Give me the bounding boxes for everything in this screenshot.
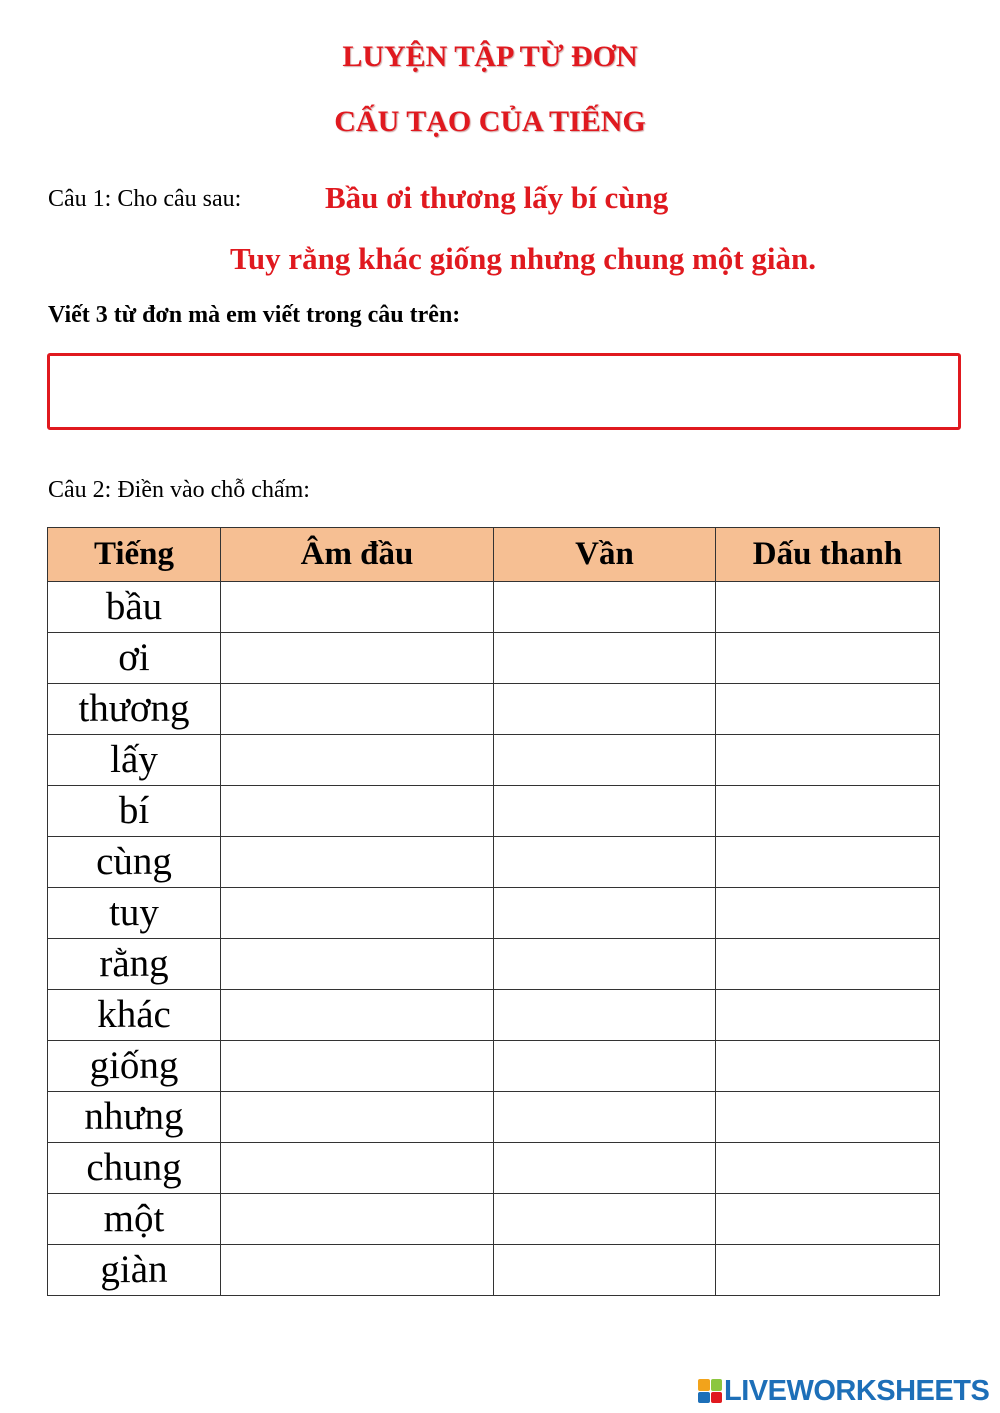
tone-mark-input[interactable] bbox=[716, 1245, 940, 1296]
syllable-cell: chung bbox=[48, 1143, 221, 1194]
initial-sound-input[interactable] bbox=[221, 786, 494, 837]
tone-mark-input[interactable] bbox=[716, 1041, 940, 1092]
rhyme-input[interactable] bbox=[494, 786, 716, 837]
tone-mark-input[interactable] bbox=[716, 582, 940, 633]
initial-sound-input[interactable] bbox=[221, 735, 494, 786]
verse-line-1: Bầu ơi thương lấy bí cùng bbox=[325, 180, 669, 215]
question-2-label: Câu 2: Điền vào chỗ chấm: bbox=[48, 477, 310, 503]
verse-line-2: Tuy rằng khác giống nhưng chung một giàn. bbox=[230, 241, 816, 276]
initial-sound-input[interactable] bbox=[221, 582, 494, 633]
table-row bbox=[48, 939, 940, 990]
tone-mark-input[interactable] bbox=[716, 735, 940, 786]
question-1-instruction: Viết 3 từ đơn mà em viết trong câu trên: bbox=[48, 302, 461, 328]
table-row bbox=[48, 1143, 940, 1194]
rhyme-input[interactable] bbox=[494, 633, 716, 684]
rhyme-input[interactable] bbox=[494, 1194, 716, 1245]
syllable-cell: bí bbox=[48, 786, 221, 837]
table-row bbox=[48, 888, 940, 939]
table-row bbox=[48, 837, 940, 888]
table-row bbox=[48, 1092, 940, 1143]
syllable-cell: ơi bbox=[48, 633, 221, 684]
syllable-cell: giống bbox=[48, 1041, 221, 1092]
syllable-cell: thương bbox=[48, 684, 221, 735]
logo-text: LIVEWORKSHEETS bbox=[724, 1374, 990, 1407]
tone-mark-input[interactable] bbox=[716, 837, 940, 888]
question-1-label: Câu 1: Cho câu sau: bbox=[48, 186, 242, 212]
rhyme-input[interactable] bbox=[494, 888, 716, 939]
syllable-table bbox=[47, 527, 940, 1296]
rhyme-input[interactable] bbox=[494, 1143, 716, 1194]
initial-sound-input[interactable] bbox=[221, 1194, 494, 1245]
syllable-cell: tuy bbox=[48, 888, 221, 939]
tone-mark-input[interactable] bbox=[716, 888, 940, 939]
initial-sound-input[interactable] bbox=[221, 684, 494, 735]
table-row bbox=[48, 582, 940, 633]
initial-sound-input[interactable] bbox=[221, 1041, 494, 1092]
initial-sound-input[interactable] bbox=[221, 939, 494, 990]
worksheet-title: LUYỆN TẬP TỪ ĐƠN bbox=[342, 40, 638, 73]
syllable-cell: lấy bbox=[48, 735, 221, 786]
rhyme-input[interactable] bbox=[494, 1092, 716, 1143]
syllable-cell: cùng bbox=[48, 837, 221, 888]
tone-mark-input[interactable] bbox=[716, 1143, 940, 1194]
table-row bbox=[48, 684, 940, 735]
header-dau-thanh: Dấu thanh bbox=[716, 528, 940, 582]
tone-mark-input[interactable] bbox=[716, 1092, 940, 1143]
tone-mark-input[interactable] bbox=[716, 684, 940, 735]
table-row bbox=[48, 990, 940, 1041]
initial-sound-input[interactable] bbox=[221, 1143, 494, 1194]
table-row bbox=[48, 1194, 940, 1245]
rhyme-input[interactable] bbox=[494, 684, 716, 735]
rhyme-input[interactable] bbox=[494, 990, 716, 1041]
rhyme-input[interactable] bbox=[494, 939, 716, 990]
liveworksheets-icon bbox=[698, 1379, 722, 1403]
table-header-row bbox=[48, 528, 940, 582]
table-row bbox=[48, 786, 940, 837]
table-row bbox=[48, 1245, 940, 1296]
syllable-cell: giàn bbox=[48, 1245, 221, 1296]
tone-mark-input[interactable] bbox=[716, 1194, 940, 1245]
initial-sound-input[interactable] bbox=[221, 1092, 494, 1143]
answer-input-box[interactable] bbox=[47, 353, 961, 430]
rhyme-input[interactable] bbox=[494, 1245, 716, 1296]
rhyme-input[interactable] bbox=[494, 735, 716, 786]
syllable-cell: một bbox=[48, 1194, 221, 1245]
initial-sound-input[interactable] bbox=[221, 837, 494, 888]
syllable-cell: rằng bbox=[48, 939, 221, 990]
initial-sound-input[interactable] bbox=[221, 888, 494, 939]
initial-sound-input[interactable] bbox=[221, 1245, 494, 1296]
tone-mark-input[interactable] bbox=[716, 990, 940, 1041]
syllable-cell: nhưng bbox=[48, 1092, 221, 1143]
rhyme-input[interactable] bbox=[494, 582, 716, 633]
syllable-cell: khác bbox=[48, 990, 221, 1041]
table-body bbox=[48, 582, 940, 1296]
table-row bbox=[48, 1041, 940, 1092]
worksheet-subtitle: CẤU TẠO CỦA TIẾNG bbox=[334, 105, 646, 138]
table-row bbox=[48, 735, 940, 786]
header-tieng: Tiếng bbox=[48, 528, 221, 582]
tone-mark-input[interactable] bbox=[716, 939, 940, 990]
initial-sound-input[interactable] bbox=[221, 633, 494, 684]
initial-sound-input[interactable] bbox=[221, 990, 494, 1041]
table-row bbox=[48, 633, 940, 684]
header-van: Vần bbox=[494, 528, 716, 582]
tone-mark-input[interactable] bbox=[716, 786, 940, 837]
tone-mark-input[interactable] bbox=[716, 633, 940, 684]
rhyme-input[interactable] bbox=[494, 837, 716, 888]
liveworksheets-logo bbox=[698, 1374, 989, 1408]
rhyme-input[interactable] bbox=[494, 1041, 716, 1092]
syllable-cell: bầu bbox=[48, 582, 221, 633]
header-am-dau: Âm đầu bbox=[221, 528, 494, 582]
